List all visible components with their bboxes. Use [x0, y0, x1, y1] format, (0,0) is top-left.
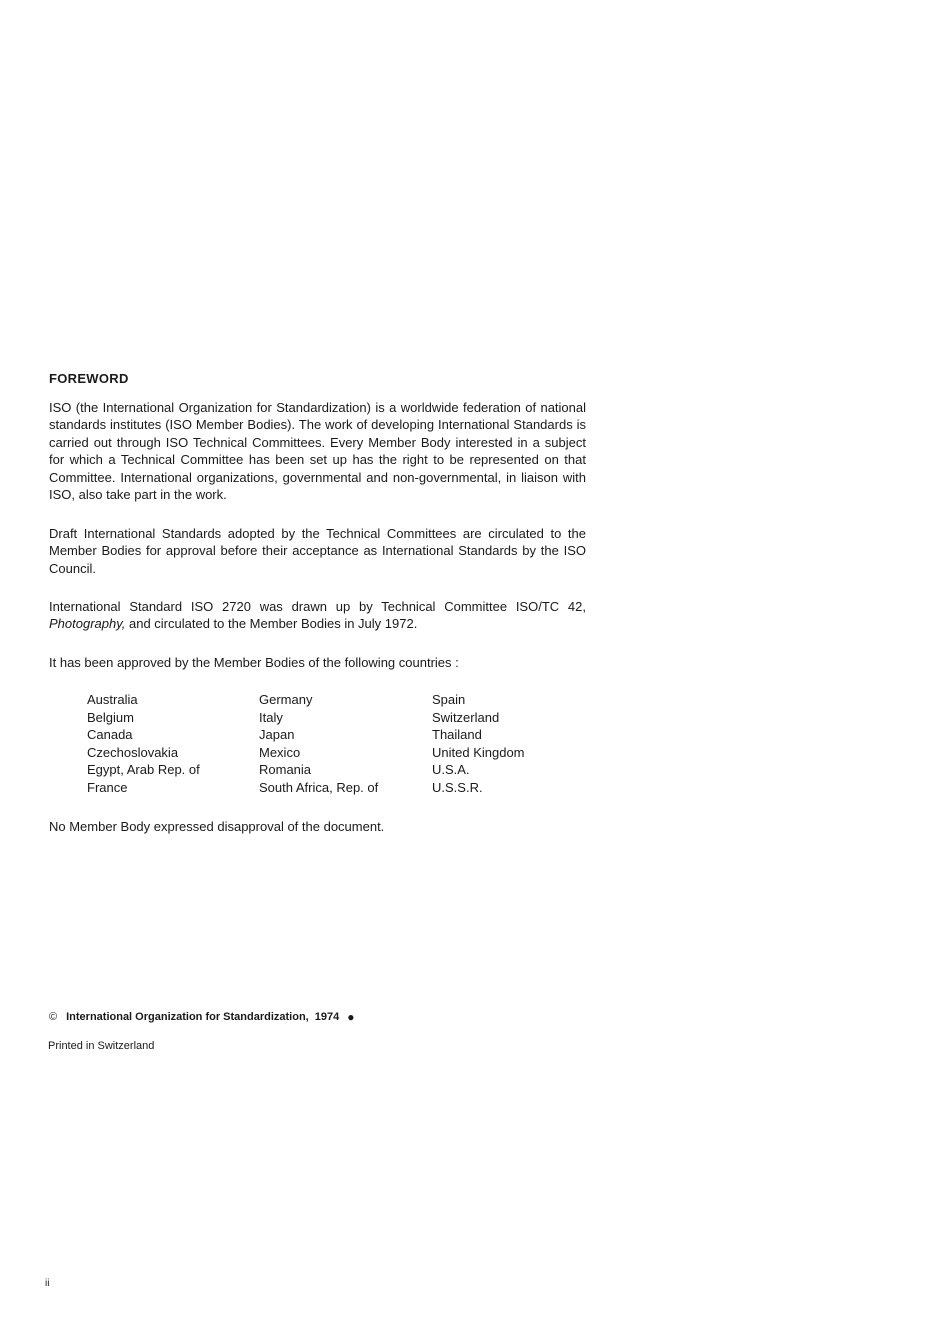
- country-item: Spain: [432, 692, 466, 707]
- paragraph-approved-by: It has been approved by the Member Bodies of the following countries :: [49, 655, 459, 670]
- country-column-2: [259, 691, 432, 796]
- paragraph-no-disapproval: No Member Body expressed disapproval of the document.: [49, 819, 385, 834]
- country-list: [87, 691, 602, 796]
- paragraph-iso-description: ISO (the International Organization for Standardization) is a worldwide federation of national standards institutes (ISO Member Bodies). The work of developing International Standards is carried out through ISO Technical Committees. Every Member Body interested in a subject for which a Technical Committee has been set up has the right to be represented on that Committee. International organizations, governmental and non-governmental, in liaison with ISO, also take part in the work.: [49, 400, 586, 503]
- paragraph-iso-2720: [49, 598, 586, 633]
- country-item: Czechoslovakia: [87, 744, 179, 760]
- country-item: Mexico: [259, 744, 301, 760]
- country-item: U.S.S.R.: [432, 779, 483, 795]
- bullet-icon: ●: [347, 1010, 355, 1024]
- country-item: Italy: [259, 709, 283, 725]
- country-item: Romania: [259, 762, 312, 777]
- country-item: Australia: [87, 692, 138, 707]
- country-item: Belgium: [87, 709, 134, 725]
- country-item: France: [87, 779, 128, 795]
- country-item: U.S.A.: [432, 762, 470, 777]
- country-item: Egypt, Arab Rep. of: [87, 762, 200, 777]
- country-item: Switzerland: [432, 709, 500, 725]
- country-item: Canada: [87, 727, 133, 742]
- committee-title-italic: Photography,: [49, 616, 126, 632]
- country-column-3: [432, 691, 602, 796]
- country-item: Germany: [259, 692, 313, 707]
- country-item: Japan: [259, 727, 295, 742]
- foreword-heading: FOREWORD: [49, 371, 129, 386]
- country-item: Thailand: [432, 727, 482, 742]
- page-number: ii: [45, 1278, 50, 1289]
- copyright-year: 1974: [314, 1011, 340, 1023]
- paragraph-iso-2720-text-start: International Standard ISO 2720 was drawn up by Technical Committee ISO/TC 42,: [49, 599, 586, 614]
- paragraph-draft-standards: Draft International Standards adopted by the Technical Committees are circulated to the Member Bodies for approval before their acceptance as International Standards by the ISO Council.: [49, 526, 586, 576]
- paragraph-iso-2720-text-end: and circulated to the Member Bodies in July 1972.: [125, 616, 418, 632]
- printed-in-notice: Printed in Switzerland: [48, 1040, 155, 1052]
- country-item: South Africa, Rep. of: [259, 779, 379, 795]
- copyright-line: [49, 1010, 354, 1024]
- country-column-1: [87, 691, 259, 796]
- country-item: United Kingdom: [432, 744, 525, 760]
- copyright-organization: International Organization for Standardization,: [66, 1011, 309, 1023]
- copyright-icon: ©: [49, 1011, 58, 1023]
